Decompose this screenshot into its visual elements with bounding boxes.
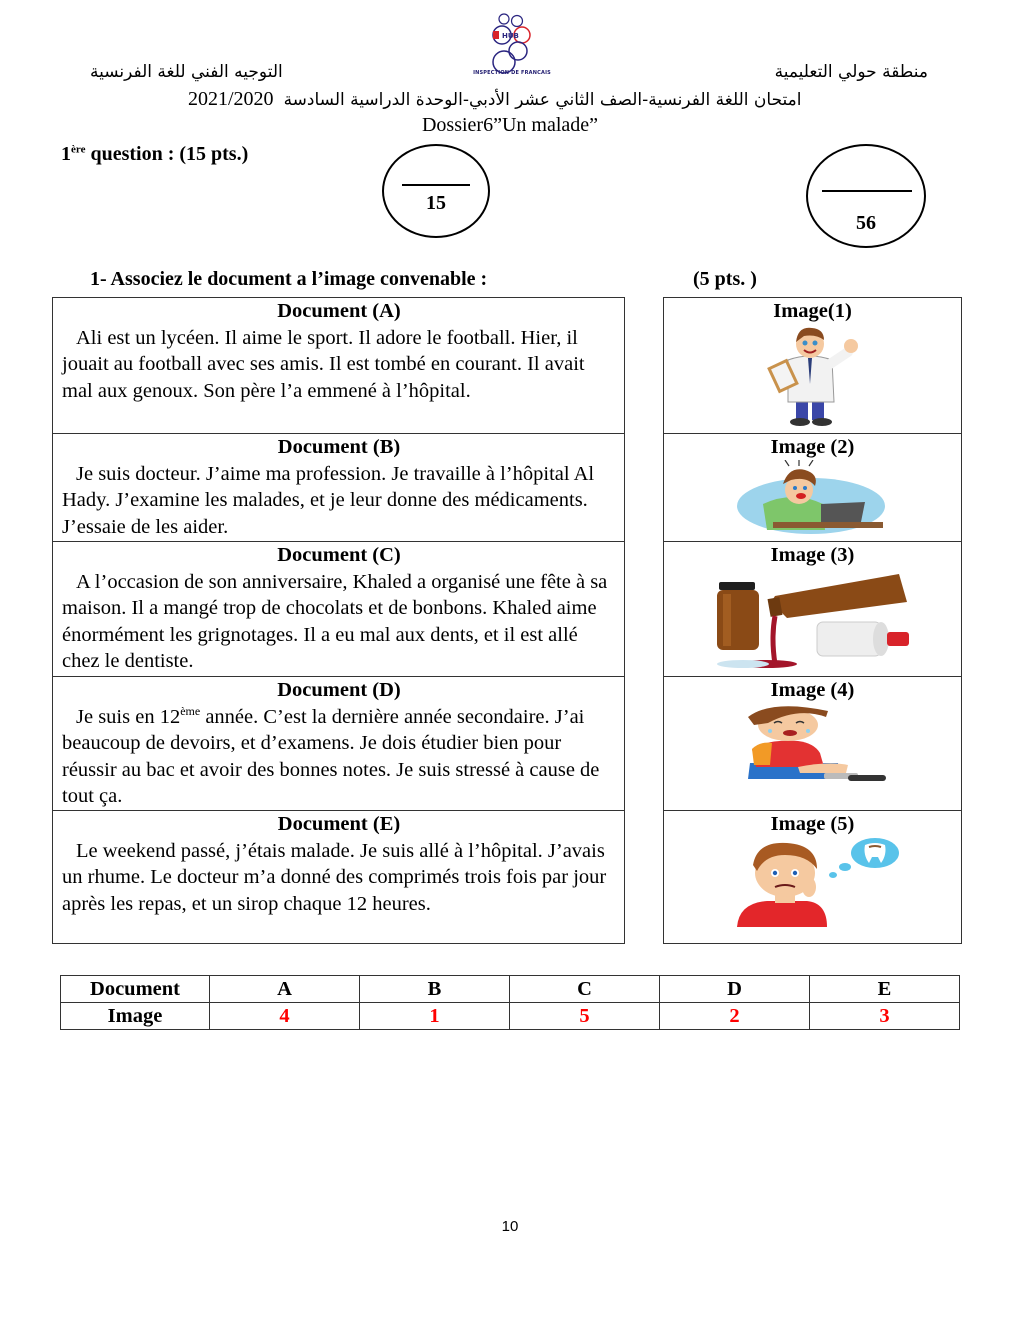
- dossier-title: Dossier6”Un malade”: [421, 114, 599, 136]
- document-text: Le weekend passé, j’étais malade. Je suis allé à l’hôpital. J’avais un rhume. Le docteur m’a donné des comprimés trois fois par jour après les repas, et un sirop chaque 12 heures.: [62, 839, 607, 915]
- column-label: E: [810, 976, 960, 1003]
- logo-caption: INSPECTION DE FRANCAIS: [473, 70, 551, 76]
- stressed-boy-illustration-icon: [733, 460, 893, 536]
- image-title: Image (3): [770, 544, 855, 566]
- question-ordinal: ère: [71, 143, 86, 156]
- question-score-box: [382, 144, 490, 238]
- document-title: Document (A): [277, 300, 401, 322]
- document-text: Ali est un lycéen. Il aime le sport. Il adore le football. Hier, il jouait au football avec ses amis. Il est tombé en courant. Il avait mal aux genoux. Son père l’a emmené à l’hôpital.: [62, 326, 585, 402]
- score-fraction-line: [822, 190, 912, 192]
- image-title: Image (2): [770, 436, 855, 458]
- column-label: B: [360, 976, 510, 1003]
- document-cell: [53, 811, 624, 943]
- image-cell: [664, 677, 961, 811]
- question-number: 1: [61, 143, 71, 165]
- document-text: [62, 704, 616, 810]
- document-title: Document (C): [277, 544, 401, 566]
- document-cell: [53, 298, 624, 434]
- page-number: 10: [501, 1218, 519, 1235]
- answer-cell[interactable]: 1: [360, 1003, 510, 1030]
- answer-cell[interactable]: 3: [810, 1003, 960, 1030]
- column-label: C: [510, 976, 660, 1003]
- score-denominator: 15: [426, 192, 446, 214]
- question-label: question : (15 pts.): [85, 143, 249, 165]
- document-title: Document (D): [277, 679, 401, 701]
- row-label-document: Document: [61, 976, 210, 1003]
- document-text-sup: ème: [180, 703, 201, 718]
- logo-badge-text: HUB: [502, 32, 519, 40]
- column-label: D: [660, 976, 810, 1003]
- crying-boy-illustration-icon: [728, 703, 898, 793]
- document-cell: [53, 542, 624, 677]
- documents-table: [52, 297, 625, 944]
- document-text-part: Je suis en 12: [76, 705, 181, 728]
- answer-table: [60, 975, 960, 1030]
- header-exam-title: امتحان اللغة الفرنسية-الصف الثاني عشر الأدبي-الوحدة الدراسية السادسة: [283, 90, 802, 110]
- answer-cell[interactable]: 4: [210, 1003, 360, 1030]
- header-department: التوجيه الفني للغة الفرنسية: [90, 62, 283, 82]
- toothache-boy-illustration-icon: [723, 837, 903, 927]
- document-title: Document (B): [277, 436, 401, 458]
- medicine-bottles-illustration-icon: [713, 568, 913, 672]
- question-title: [61, 143, 248, 166]
- document-text: Je suis docteur. J’aime ma profession. Je travaille à l’hôpital Al Hady. J’examine les malades, et je leur donne des médicaments. J’essaie de les aider.: [62, 462, 595, 538]
- column-label: A: [210, 976, 360, 1003]
- answer-cell[interactable]: 5: [510, 1003, 660, 1030]
- score-fraction-line: [402, 184, 470, 186]
- doctor-illustration-icon: [758, 324, 868, 428]
- sub-question-instruction: 1- Associez le document a l’image convenable :: [90, 268, 488, 290]
- header-district: منطقة حولي التعليمية: [774, 62, 928, 82]
- document-text-part: année. C’est la dernière année secondaire. J’ai beaucoup de devoirs, et d’examens. Je dois étudier bien pour réussir au bac et avoir des bonnes notes. Je suis stressé à cause de tout ça.: [62, 705, 600, 807]
- header-exam-line: [188, 88, 802, 111]
- document-cell: [53, 677, 624, 811]
- document-title: Document (E): [277, 813, 401, 835]
- answer-cell[interactable]: 2: [660, 1003, 810, 1030]
- image-cell: [664, 542, 961, 677]
- images-table: [663, 297, 962, 944]
- answer-table-answer-row: [61, 1003, 960, 1030]
- header-year: 2021/2020: [188, 88, 274, 110]
- image-cell: [664, 298, 961, 434]
- answer-table-header-row: [61, 976, 960, 1003]
- document-text: A l’occasion de son anniversaire, Khaled a organisé une fête à sa maison. Il a mangé trop de chocolats et de bonbons. Khaled aime énormément les grignotages. Il a eu mal aux dents, et il est allé chez le dentiste.: [62, 570, 608, 672]
- image-title: Image (5): [770, 813, 855, 835]
- image-title: Image (4): [770, 679, 855, 701]
- total-score-box: [806, 144, 926, 248]
- image-title: Image(1): [773, 300, 852, 322]
- row-label-image: Image: [61, 1003, 210, 1030]
- sub-question-points: (5 pts. ): [693, 268, 757, 290]
- image-cell: [664, 811, 961, 943]
- image-cell: [664, 434, 961, 542]
- document-cell: [53, 434, 624, 542]
- score-denominator: 56: [856, 212, 876, 234]
